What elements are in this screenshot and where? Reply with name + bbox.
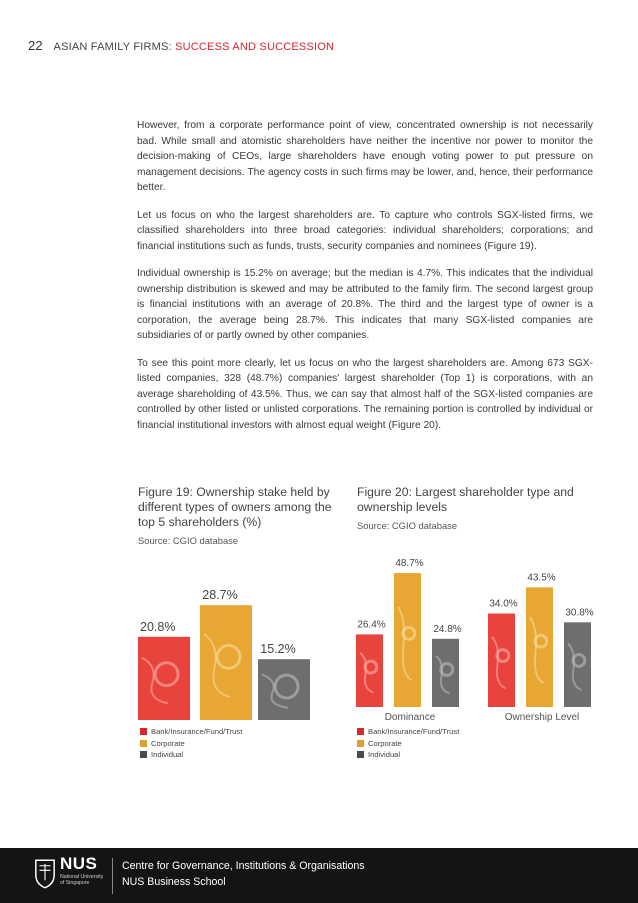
bar-bank (356, 634, 383, 707)
legend-item-bank (140, 726, 242, 738)
figure-19-title: Figure 19: Ownership stake held by different types of owners among the top 5 shareholders (%) (138, 485, 332, 529)
figure-19-chart (130, 560, 330, 730)
page-number: 22 (28, 38, 43, 53)
data-label: 48.7% (395, 558, 424, 570)
header-title: ASIAN FAMILY FIRMS: (53, 41, 176, 53)
figure-20-title: Figure 20: Largest shareholder type and ownership levels (357, 485, 574, 514)
nus-crest-icon (34, 858, 56, 890)
nus-sub-line: National University (60, 874, 104, 880)
legend-label: Bank/Insurance/Fund/Trust (151, 727, 243, 737)
running-header (28, 38, 334, 53)
legend-label: Individual (368, 750, 401, 760)
figure-20-legend (357, 726, 459, 761)
legend-swatch-individual (357, 751, 364, 758)
legend-swatch-bank (357, 728, 364, 735)
paragraph: Individual ownership is 15.2% on average; but the median is 4.7%. This indicates that the individual ownership distribution is skewed and may be attributed to the family firm. The second largest group is financial institutions with an average of 20.8%. The third and the largest type of owner is a corporation, the average being 28.7%. This indicates that many SGX-listed companies are subsidiaries of or partly owned by other companies. (137, 268, 593, 341)
bar-individual (258, 659, 310, 720)
data-label: 43.5% (527, 572, 556, 584)
legend-label: Corporate (368, 738, 402, 748)
data-label: 30.8% (565, 607, 594, 619)
figure-19-legend (140, 726, 242, 761)
category-label: Ownership Level (504, 712, 580, 723)
header-title-accent: SUCCESS AND SUCCESSION (175, 41, 335, 53)
legend-item-corporate (140, 738, 242, 750)
data-label: 26.4% (357, 619, 386, 631)
nus-sub-line: of Singapore (60, 880, 90, 887)
figure-20-caption (357, 485, 597, 531)
figure-20-source: Source: CGIO database (357, 520, 458, 531)
bar-individual (432, 639, 459, 707)
footer-band (0, 848, 638, 903)
bar-bank (138, 637, 190, 720)
paragraph: Let us focus on who the largest shareholders are. To capture who controls SGX-listed firms, we classified shareholders into three broad categories: individual shareholders; corporations; and financial institutions such as funds, trusts, security companies and nominees (Figure 19). (137, 209, 593, 252)
figure-19-caption (138, 485, 338, 546)
footer-school-name: NUS Business School (122, 876, 226, 888)
paragraph: To see this point more clearly, let us focus on who the largest shareholders are. Among 673 SGX-listed companies, 328 (48.7%) companies' largest shareholder (Top 1) is corporations, with an average shareholding of 43.5%. Thus, we can say that almost half of the SGX-listed companies are controlled by other listed or unlisted corporations. The remaining portion is controlled by individual or financial institutional investors with almost equal weight (Figure 20). (137, 357, 593, 431)
nus-logo-text: NUS (60, 854, 98, 873)
nus-logo-subtext (60, 874, 103, 887)
body-text (137, 118, 593, 445)
footer-centre-name: Centre for Governance, Institutions & Organisations (122, 860, 365, 872)
figure-19-source: Source: CGIO database (138, 535, 239, 546)
legend-label: Bank/Insurance/Fund/Trust (368, 727, 460, 737)
data-label: 15.2% (260, 642, 296, 657)
footer-divider (112, 858, 113, 894)
legend-item-individual (357, 749, 459, 761)
paragraph: However, from a corporate performance point of view, concentrated ownership is not necessarily bad. While small and atomistic shareholders have neither the incentive nor power to monitor the decision-making of CEOs, large shareholders have enough voting power to put pressure on management decisions. The agency costs in such firms may be lower, and, hence, their performance better. (137, 120, 593, 193)
legend-item-bank (357, 726, 459, 738)
category-label: Dominance (384, 712, 436, 723)
data-label: 34.0% (489, 598, 518, 610)
legend-swatch-individual (140, 751, 147, 758)
legend-label: Corporate (151, 738, 185, 748)
bar-corporate (200, 605, 252, 720)
legend-label: Individual (151, 750, 184, 760)
data-label: 20.8% (140, 619, 176, 634)
figure-20-chart (350, 535, 610, 725)
data-label: 28.7% (202, 588, 238, 603)
legend-item-individual (140, 749, 242, 761)
legend-swatch-corporate (357, 740, 364, 747)
legend-swatch-corporate (140, 740, 147, 747)
data-label: 24.8% (433, 623, 462, 635)
legend-swatch-bank (140, 728, 147, 735)
legend-item-corporate (357, 738, 459, 750)
